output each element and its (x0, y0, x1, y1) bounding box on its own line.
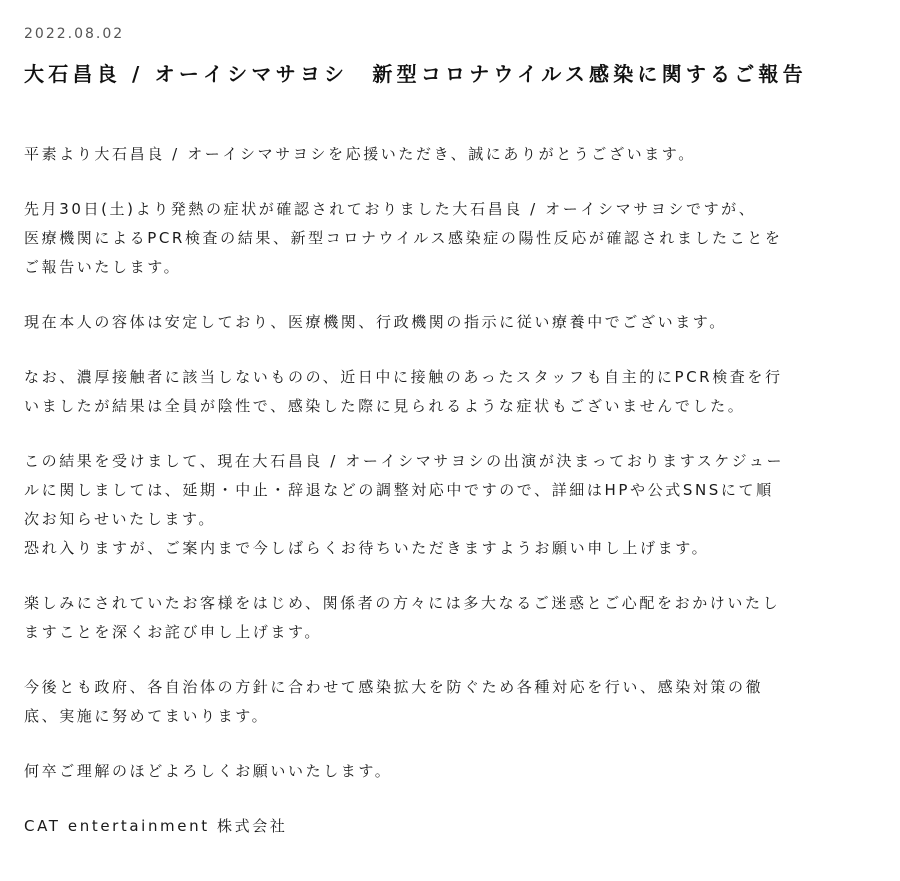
text-line: 楽しみにされていたお客様をはじめ、関係者の方々には多大なるご迷惑とご心配をおかけいたし (24, 594, 781, 612)
text-line: ご報告いたします。 (24, 258, 182, 276)
text-line: ルに関しましては、延期・中止・辞退などの調整対応中ですので、詳細はHPや公式SNSにて順 (24, 481, 774, 499)
text-line: なお、濃厚接触者に該当しないものの、近日中に接触のあったスタッフも自主的にPCR検査を行 (24, 368, 783, 386)
text-line: 恐れ入りますが、ご案内まで今しばらくお待ちいただきますようお願い申し上げます。 (24, 539, 710, 557)
announcement-body (24, 140, 869, 841)
paragraph-closing (24, 757, 869, 786)
paragraph-greeting (24, 140, 869, 169)
paragraph-report (24, 195, 869, 282)
text-line: いましたが結果は全員が陰性で、感染した際に見られるような症状もございませんでした。 (24, 397, 746, 415)
text-line: 今後とも政府、各自治体の方針に合わせて感染拡大を防ぐため各種対応を行い、感染対策の徹 (24, 678, 764, 696)
text-line: 平素より大石昌良 / オーイシマサヨシを応援いただき、誠にありがとうございます。 (24, 145, 696, 163)
page-title: 大石昌良 / オーイシマサヨシ 新型コロナウイルス感染に関するご報告 (24, 62, 807, 86)
text-line: この結果を受けまして、現在大石昌良 / オーイシマサヨシの出演が決まっておりますスケジュー (24, 452, 785, 470)
company-signature: CAT entertainment 株式会社 (24, 817, 288, 835)
paragraph-schedule (24, 447, 869, 563)
paragraph-measures (24, 673, 869, 731)
paragraph-apology (24, 589, 869, 647)
text-line: ますことを深くお詫び申し上げます。 (24, 623, 323, 641)
paragraph-staff-testing (24, 363, 869, 421)
text-line: 次お知らせいたします。 (24, 510, 216, 528)
text-line: 医療機関によるPCR検査の結果、新型コロナウイルス感染症の陽性反応が確認されましたことを (24, 229, 783, 247)
text-line: 何卒ご理解のほどよろしくお願いいたします。 (24, 762, 393, 780)
text-line: 先月30日(土)より発熱の症状が確認されておりました大石昌良 / オーイシマサヨシですが、 (24, 200, 757, 218)
text-line: 底、実施に努めてまいります。 (24, 707, 270, 725)
paragraph-condition (24, 308, 869, 337)
post-date: 2022.08.02 (24, 26, 125, 42)
text-line: 現在本人の容体は安定しており、医療機関、行政機関の指示に従い療養中でございます。 (24, 313, 727, 331)
